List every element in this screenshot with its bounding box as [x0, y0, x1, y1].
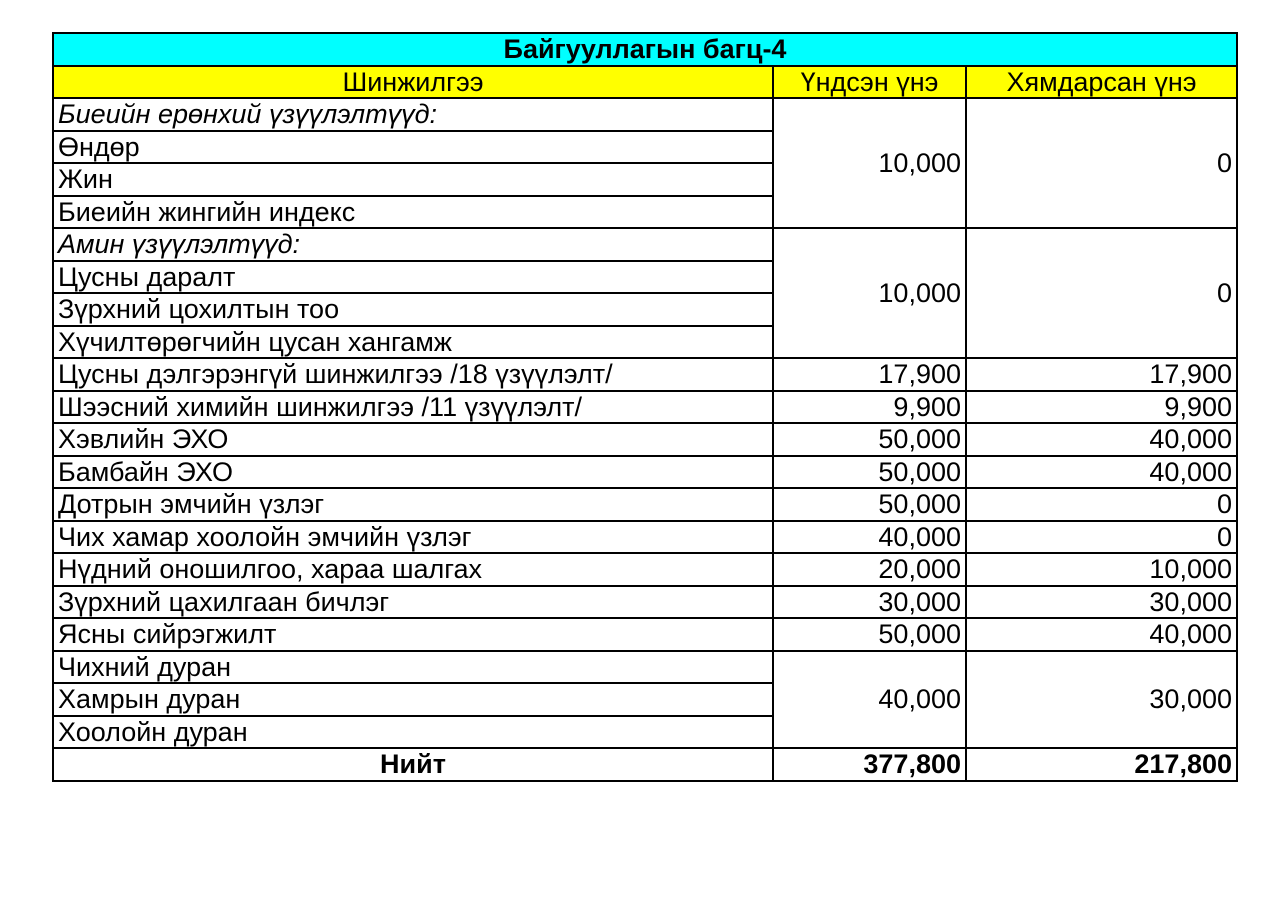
header-test: Шинжилгээ: [53, 66, 773, 99]
base-price-cell: 9,900: [773, 391, 966, 424]
test-name: Биеийн жингийн индекс: [53, 196, 773, 229]
table-row: [53, 651, 1237, 684]
header-discount-price: Хямдарсан үнэ: [966, 66, 1237, 99]
discount-price-cell: 40,000: [966, 423, 1237, 456]
test-name: Хүчилтөрөгчийн цусан хангамж: [53, 326, 773, 359]
test-name: Нүдний оношилгоо, хараа шалгах: [53, 553, 773, 586]
group-heading: Биеийн ерөнхий үзүүлэлтүүд:: [53, 98, 773, 131]
discount-price-cell: 9,900: [966, 391, 1237, 424]
base-price-cell: 40,000: [773, 651, 966, 749]
test-name: Жин: [53, 163, 773, 196]
table-row: [53, 586, 1237, 619]
base-price-cell: 40,000: [773, 521, 966, 554]
test-name: Хоолойн дуран: [53, 716, 773, 749]
test-name: Өндөр: [53, 131, 773, 164]
discount-price-cell: 10,000: [966, 553, 1237, 586]
discount-price-cell: 40,000: [966, 456, 1237, 489]
test-name: Чих хамар хоолойн эмчийн үзлэг: [53, 521, 773, 554]
test-name: Зүрхний цохилтын тоо: [53, 293, 773, 326]
base-price-cell: 10,000: [773, 98, 966, 228]
table-row: [53, 618, 1237, 651]
test-name: Хамрын дуран: [53, 683, 773, 716]
header-base-price: Үндсэн үнэ: [773, 66, 966, 99]
package-title: Байгууллагын багц-4: [53, 33, 1237, 66]
test-name: Зүрхний цахилгаан бичлэг: [53, 586, 773, 619]
test-name: Бамбайн ЭХО: [53, 456, 773, 489]
header-row: [53, 66, 1237, 99]
base-price-cell: 10,000: [773, 228, 966, 358]
table-row: [53, 358, 1237, 391]
total-row: [53, 748, 1237, 781]
base-price-cell: 50,000: [773, 488, 966, 521]
table-row: [53, 456, 1237, 489]
table-row: [53, 521, 1237, 554]
discount-price-cell: 30,000: [966, 651, 1237, 749]
table-row: [53, 423, 1237, 456]
test-name: Хэвлийн ЭХО: [53, 423, 773, 456]
discount-price-cell: 40,000: [966, 618, 1237, 651]
test-name: Цусны даралт: [53, 261, 773, 294]
total-label: Нийт: [53, 748, 773, 781]
table-row: [53, 228, 1237, 261]
discount-price-cell: 30,000: [966, 586, 1237, 619]
table-row: [53, 98, 1237, 131]
discount-price-cell: 0: [966, 228, 1237, 358]
title-row: [53, 33, 1237, 66]
discount-price-cell: 0: [966, 98, 1237, 228]
test-name: Шээсний химийн шинжилгээ /11 үзүүлэлт/: [53, 391, 773, 424]
base-price-cell: 50,000: [773, 456, 966, 489]
table-row: [53, 553, 1237, 586]
group-heading: Амин үзүүлэлтүүд:: [53, 228, 773, 261]
total-discount-price: 217,800: [966, 748, 1237, 781]
base-price-cell: 50,000: [773, 618, 966, 651]
test-name: Ясны сийрэгжилт: [53, 618, 773, 651]
base-price-cell: 50,000: [773, 423, 966, 456]
base-price-cell: 30,000: [773, 586, 966, 619]
test-name: Чихний дуран: [53, 651, 773, 684]
test-name: Дотрын эмчийн үзлэг: [53, 488, 773, 521]
total-base-price: 377,800: [773, 748, 966, 781]
price-table: [52, 32, 1238, 782]
test-name: Цусны дэлгэрэнгүй шинжилгээ /18 үзүүлэлт/: [53, 358, 773, 391]
discount-price-cell: 17,900: [966, 358, 1237, 391]
base-price-cell: 17,900: [773, 358, 966, 391]
table-row: [53, 391, 1237, 424]
discount-price-cell: 0: [966, 521, 1237, 554]
base-price-cell: 20,000: [773, 553, 966, 586]
table-row: [53, 488, 1237, 521]
discount-price-cell: 0: [966, 488, 1237, 521]
